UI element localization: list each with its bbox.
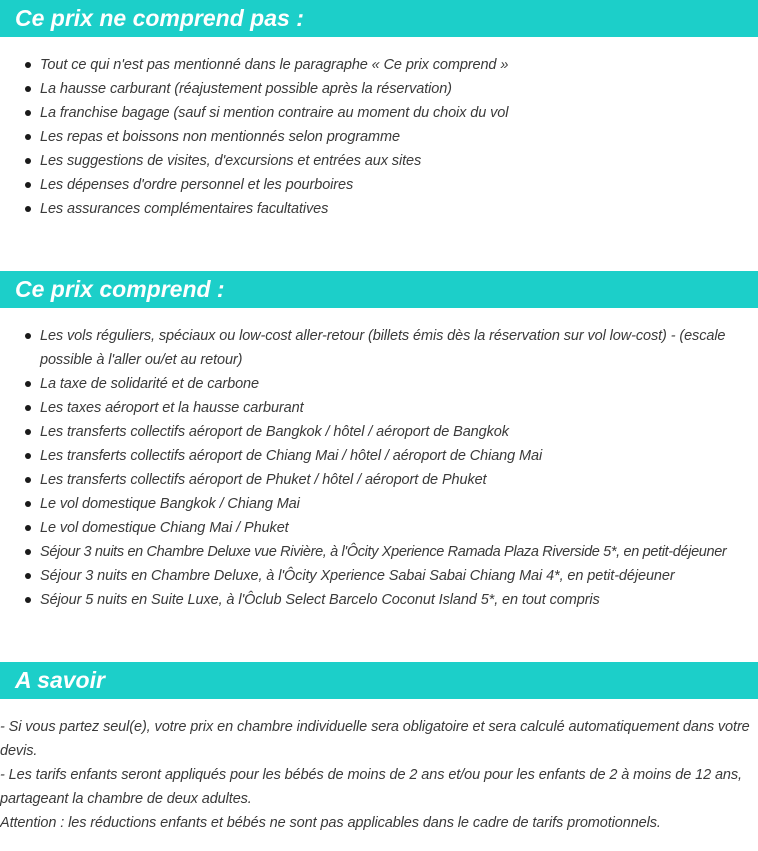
- list-item: [0, 173, 758, 197]
- bullet-icon: [25, 453, 31, 459]
- section-title-good-to-know: A savoir: [0, 662, 758, 699]
- list-item-text: Les transferts collectifs aéroport de Bangkok / hôtel / aéroport de Bangkok: [40, 424, 509, 440]
- list-item-text: Tout ce qui n'est pas mentionné dans le paragraphe « Ce prix comprend »: [40, 57, 509, 73]
- list-item-text: Les dépenses d'ordre personnel et les pourboires: [40, 177, 354, 193]
- section-title-included: Ce prix comprend :: [0, 271, 758, 308]
- list-item: [0, 468, 758, 492]
- list-item-text: Les suggestions de visites, d'excursions et entrées aux sites: [40, 153, 422, 169]
- bullet-icon: [25, 333, 31, 339]
- bullet-icon: [25, 477, 31, 483]
- good-to-know-text: [0, 715, 756, 835]
- bullet-icon: [25, 525, 31, 531]
- list-item: [0, 516, 758, 540]
- list-item: [0, 540, 758, 564]
- list-item: [0, 396, 758, 420]
- list-item-text: La franchise bagage (sauf si mention contraire au moment du choix du vol: [40, 105, 509, 121]
- note-line: - Les tarifs enfants seront appliqués pour les bébés de moins de 2 ans et/ou pour les enfants de 2 à moins de 12 ans, partageant la chambre de deux adultes.: [0, 767, 742, 807]
- bullet-icon: [25, 134, 31, 140]
- not-included-list: [0, 53, 758, 221]
- list-item-text: La hausse carburant (réajustement possible après la réservation): [40, 81, 452, 97]
- bullet-icon: [25, 549, 31, 555]
- list-item: [0, 372, 758, 396]
- bullet-icon: [25, 429, 31, 435]
- list-item-text: Les transferts collectifs aéroport de Phuket / hôtel / aéroport de Phuket: [40, 472, 487, 488]
- list-item: [0, 420, 758, 444]
- bullet-icon: [25, 206, 31, 212]
- bullet-icon: [25, 62, 31, 68]
- bullet-icon: [25, 381, 31, 387]
- list-item-text: Les assurances complémentaires facultatives: [40, 201, 329, 217]
- list-item: [0, 125, 758, 149]
- bullet-icon: [25, 597, 31, 603]
- list-item: [0, 324, 758, 372]
- bullet-icon: [25, 158, 31, 164]
- list-item-text: La taxe de solidarité et de carbone: [40, 376, 259, 392]
- list-item: [0, 101, 758, 125]
- list-item: [0, 444, 758, 468]
- list-item: [0, 53, 758, 77]
- bullet-icon: [25, 501, 31, 507]
- note-line: - Si vous partez seul(e), votre prix en chambre individuelle sera obligatoire et sera calculé automatiquement dans votre devis.: [0, 719, 750, 759]
- section-title-not-included: Ce prix ne comprend pas :: [0, 0, 758, 37]
- bullet-icon: [25, 573, 31, 579]
- list-item: [0, 197, 758, 221]
- list-item: [0, 492, 758, 516]
- list-item-text: Les vols réguliers, spéciaux ou low-cost aller-retour (billets émis dès la réservation sur vol low-cost) - (escale possible à l'aller ou/et au retour): [40, 328, 726, 368]
- bullet-icon: [25, 86, 31, 92]
- list-item-text: Les repas et boissons non mentionnés selon programme: [40, 129, 400, 145]
- note-line: Attention : les réductions enfants et bébés ne sont pas applicables dans le cadre de tarifs promotionnels.: [0, 815, 661, 831]
- list-item-text: Les transferts collectifs aéroport de Chiang Mai / hôtel / aéroport de Chiang Mai: [40, 448, 543, 464]
- list-item-text: Séjour 5 nuits en Suite Luxe, à l'Ôclub Select Barcelo Coconut Island 5*, en tout compris: [40, 592, 600, 608]
- list-item-text: Séjour 3 nuits en Chambre Deluxe, à l'Ôcity Xperience Sabai Sabai Chiang Mai 4*, en petit-déjeuner: [40, 568, 675, 584]
- bullet-icon: [25, 182, 31, 188]
- list-item-text: Les taxes aéroport et la hausse carburant: [40, 400, 304, 416]
- included-list: [0, 324, 758, 612]
- list-item: [0, 149, 758, 173]
- bullet-icon: [25, 110, 31, 116]
- list-item: [0, 77, 758, 101]
- list-item: [0, 588, 758, 612]
- list-item: [0, 564, 758, 588]
- list-item-text: Séjour 3 nuits en Chambre Deluxe vue Rivière, à l'Ôcity Xperience Ramada Plaza Riverside 5*, en petit-déjeuner: [40, 544, 727, 560]
- list-item-text: Le vol domestique Bangkok / Chiang Mai: [40, 496, 300, 512]
- list-item-text: Le vol domestique Chiang Mai / Phuket: [40, 520, 289, 536]
- bullet-icon: [25, 405, 31, 411]
